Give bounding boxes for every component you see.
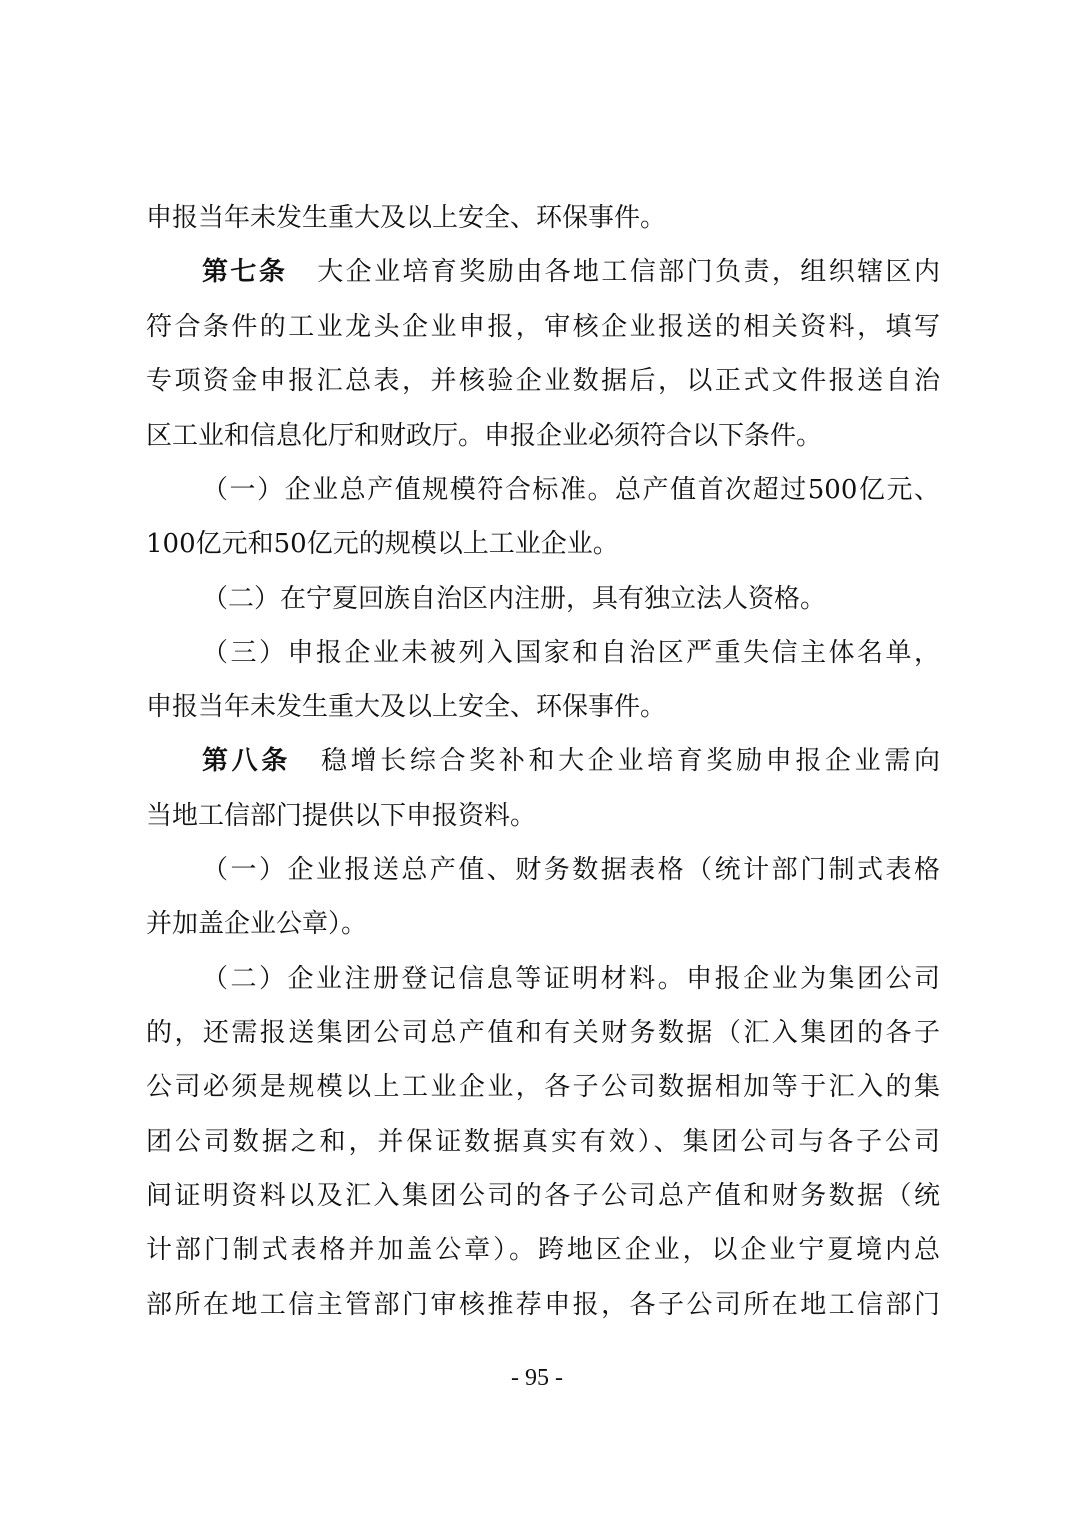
- text-line: 申报当年未发生重大及以上安全、环保事件。: [146, 692, 667, 722]
- text-line: （二）在宁夏回族自治区内注册，具有独立法人资格。: [202, 584, 827, 614]
- text-line: （三）申报企业未被列入国家和自治区严重失信主体名单，: [202, 638, 940, 668]
- text-span: 稳增长综合奖补和大企业培育奖励申报企业需向: [320, 746, 940, 776]
- text-line: 部所在地工信主管部门审核推荐申报，各子公司所在地工信部门: [146, 1290, 940, 1320]
- text-line: （二）企业注册登记信息等证明材料。申报企业为集团公司: [202, 964, 940, 994]
- text-line: 100亿元和50亿元的规模以上工业企业。: [146, 529, 619, 559]
- article-7-heading: 第七条: [202, 257, 288, 287]
- text-line: 区工业和信息化厅和财政厅。申报企业必须符合以下条件。: [146, 421, 823, 451]
- text-line: 公司必须是规模以上工业企业，各子公司数据相加等于汇入的集: [146, 1072, 940, 1102]
- text-line: 专项资金申报汇总表，并核验企业数据后，以正式文件报送自治: [146, 366, 940, 396]
- text-line: 间证明资料以及汇入集团公司的各子公司总产值和财务数据（统: [146, 1181, 940, 1211]
- text-line: 的，还需报送集团公司总产值和有关财务数据（汇入集团的各子: [146, 1018, 940, 1048]
- article-8-line: [202, 734, 940, 788]
- text-line: 计部门制式表格并加盖公章）。跨地区企业，以企业宁夏境内总: [146, 1235, 940, 1265]
- text-span: 大企业培育奖励由各地工信部门负责，组织辖区内: [317, 257, 940, 287]
- text-line: （一）企业报送总产值、财务数据表格（统计部门制式表格: [202, 855, 940, 885]
- text-line: 并加盖企业公章）。: [146, 909, 368, 939]
- article-8-heading: 第八条: [202, 746, 291, 776]
- page-number: - 95 -: [511, 1365, 563, 1391]
- text-line: 团公司数据之和，并保证数据真实有效）、集团公司与各子公司: [146, 1127, 940, 1157]
- text-line: 申报当年未发生重大及以上安全、环保事件。: [146, 203, 667, 233]
- text-line: （一）企业总产值规模符合标准。总产值首次超过500亿元、: [202, 475, 940, 505]
- text-line: 当地工信部门提供以下申报资料。: [146, 801, 537, 831]
- article-7-line: [202, 245, 940, 299]
- text-line: 符合条件的工业龙头企业申报，审核企业报送的相关资料，填写: [146, 312, 940, 342]
